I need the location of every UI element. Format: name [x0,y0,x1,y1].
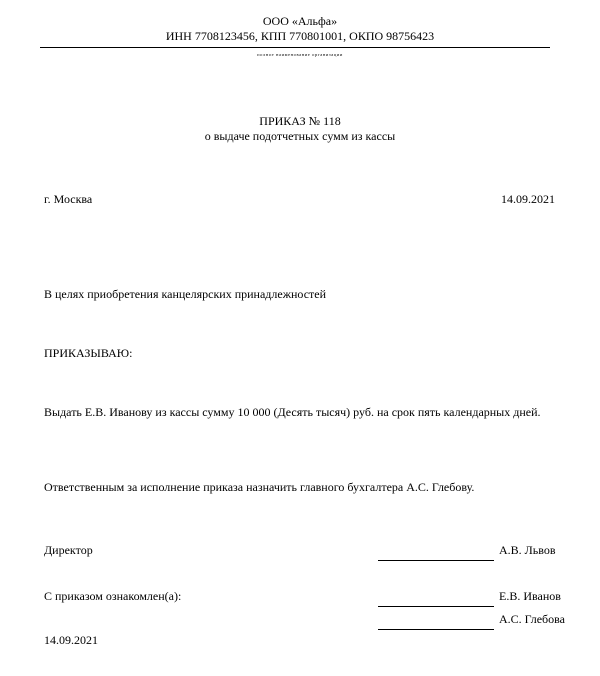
acquainted-date: 14.09.2021 [44,633,98,647]
order-subject: о выдаче подотчетных сумм из кассы [204,129,396,143]
organization-name: ООО «Альфа» [262,14,338,28]
director-label: Директор [44,543,93,557]
order-word: ПРИКАЗЫВАЮ: [44,346,133,360]
organization-codes: ИНН 7708123456, КПП 770801001, ОКПО 98756423 [165,29,435,43]
acquainted-name-1: Е.В. Иванов [499,589,561,603]
city: г. Москва [44,192,93,206]
director-name: А.В. Львов [499,543,556,557]
acquainted-name-2: А.С. Глебова [499,612,565,626]
header-underline [40,47,550,48]
responsible-text: Ответственным за исполнение приказа назначить главного бухгалтера А.С. Глебову. [44,480,475,494]
signature-line-2 [378,629,494,630]
order-heading: ПРИКАЗ № 118 [259,114,341,128]
acquainted-label: С приказом ознакомлен(а): [44,589,182,603]
order-date: 14.09.2021 [501,192,555,206]
instruction-text: Выдать Е.В. Иванову из кассы сумму 10 000 (Десять тысяч) руб. на срок пять календарных дней. [44,405,541,419]
director-signature-line [378,560,494,561]
organization-caption: полное наименование организации [257,52,343,57]
signature-line-1 [378,606,494,607]
purpose-text: В целях приобретения канцелярских принадлежностей [44,287,327,301]
